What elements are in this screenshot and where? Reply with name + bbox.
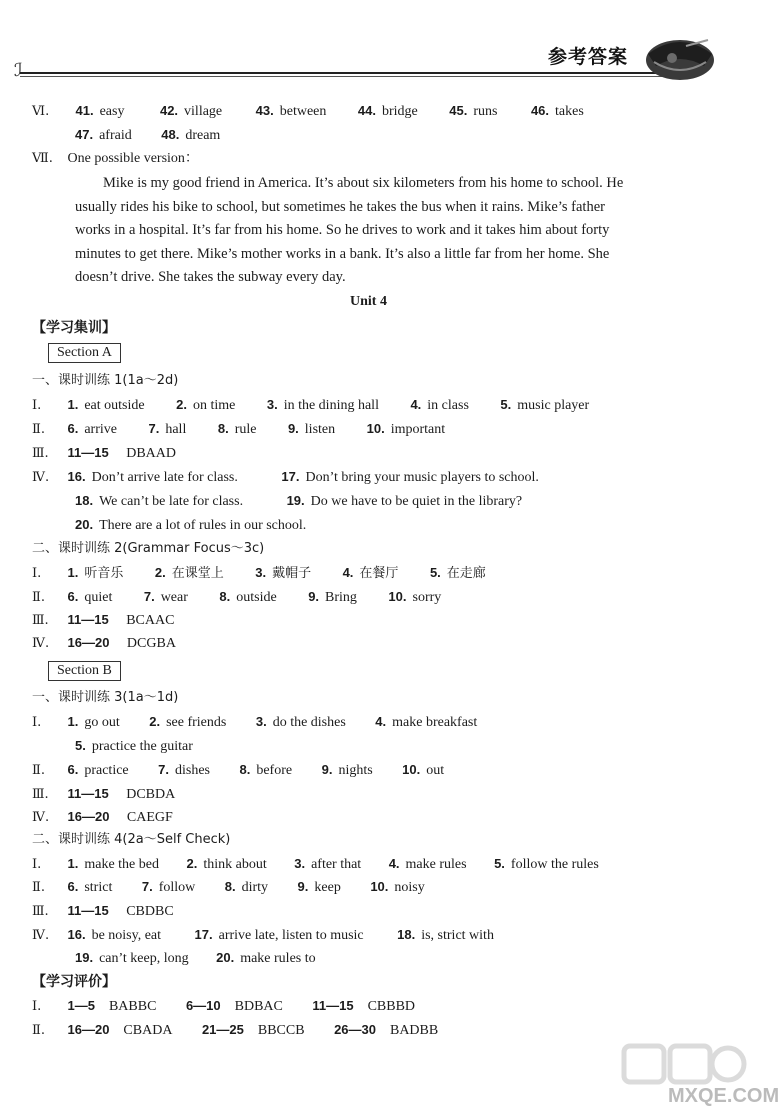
answer-item: 6. strict	[67, 879, 113, 895]
answer-row: Ⅰ. 1. go out 2. see friends 3. do the dishes 4. make breakfast	[32, 712, 477, 733]
lesson-title: 二、课时训练 4(2a～Self Check)	[32, 832, 231, 847]
answer-item: 2. on time	[176, 397, 236, 413]
answer-row: Ⅱ. 6. practice 7. dishes 8. before 9. nights 10. out	[32, 760, 444, 781]
answer-item: 7. hall	[148, 421, 187, 437]
answer-item: 43. between	[255, 103, 327, 119]
answer-item: 9. listen	[287, 421, 336, 437]
composition-intro: One possible version：	[67, 151, 199, 166]
answer-item: 8. before	[239, 762, 293, 778]
answer-item: 1. go out	[67, 714, 120, 730]
answer-item: 1. eat outside	[67, 397, 145, 413]
watermark-text: MXQE.COM	[668, 1085, 779, 1107]
answer-item: 4. in class	[410, 397, 469, 413]
answer-item: 9. nights	[321, 762, 373, 778]
answer-item: 2. see friends	[149, 714, 227, 730]
composition-line: doesn’t drive. She takes the subway every day.	[75, 269, 346, 285]
answer-item: 2. think about	[186, 856, 267, 872]
answer-item: 7. dishes	[158, 762, 210, 778]
answer-item: 6. arrive	[67, 421, 117, 437]
answer-item: 18. is, strict with	[397, 927, 494, 943]
answer-item: 1—5 BABBC	[67, 998, 157, 1014]
answer-row	[75, 948, 316, 969]
answer-row: Ⅱ. 6. strict 7. follow 8. dirty 9. keep 10. noisy	[32, 877, 425, 898]
answer-item: 3. 戴帽子	[255, 565, 312, 581]
answer-item: 48. dream	[161, 127, 221, 143]
page-title: 参考答案	[548, 46, 629, 68]
answer-item: 5. practice the guitar	[75, 738, 193, 754]
section-b-label: Section B	[48, 661, 121, 681]
answer-row: Ⅰ. 1. make the bed 2. think about 3. after that 4. make rules 5. follow the rules	[32, 854, 599, 875]
answer-item: 17. Don’t bring your music players to school.	[281, 469, 539, 485]
roman-numeral: Ⅵ.	[32, 104, 50, 119]
answer-row: Ⅲ. 11—15 DCBDA	[32, 786, 176, 802]
answer-item: 6. practice	[67, 762, 129, 778]
answer-item: 17. arrive late, listen to music	[194, 927, 364, 943]
answer-item: 9. Bring	[308, 589, 357, 605]
answer-item: 10. out	[402, 762, 445, 778]
answer-item: 6. quiet	[67, 589, 113, 605]
answer-item: 18. We can’t be late for class.	[75, 493, 244, 509]
lesson-title: 一、课时训练 3(1a～1d)	[32, 690, 179, 705]
composition-line: Mike is my good friend in America. It’s about six kilometers from his home to school. He	[103, 175, 624, 191]
answer-item: 16. Don’t arrive late for class.	[67, 469, 238, 485]
answer-row: Ⅰ. 1. 听音乐 2. 在课堂上 3. 戴帽子 4. 在餐厅 5. 在走廊	[32, 563, 486, 584]
answer-item: 3. do the dishes	[255, 714, 346, 730]
answer-item: 19. can’t keep, long	[75, 950, 189, 966]
section-heading-study: 【学习集训】	[32, 320, 116, 336]
answer-item: 5. 在走廊	[429, 565, 486, 581]
decorative-swirl-icon: ℐ	[14, 60, 23, 80]
answer-item: 1. 听音乐	[67, 565, 124, 581]
answer-item: 45. runs	[449, 103, 498, 119]
answer-row-vi-2	[75, 125, 220, 146]
answer-item: 8. outside	[219, 589, 277, 605]
answer-row-vi-1	[32, 101, 584, 122]
answer-item: 4. 在餐厅	[342, 565, 399, 581]
answer-item: 2. 在课堂上	[154, 565, 224, 581]
answer-item: 9. keep	[297, 879, 341, 895]
answer-item: 21—25 BBCCB	[201, 1022, 305, 1038]
answer-row	[75, 515, 306, 536]
header-rule-thin	[20, 76, 675, 77]
answer-item: 5. music player	[500, 397, 590, 413]
answer-row: Ⅳ. 16—20 DCGBA	[32, 635, 176, 651]
answer-item: 10. noisy	[370, 879, 425, 895]
answer-row: Ⅳ. 16. Don’t arrive late for class. 17. Don’t bring your music players to school.	[32, 467, 539, 488]
answer-row: Ⅰ. 1. eat outside 2. on time 3. in the dining hall 4. in class 5. music player	[32, 395, 589, 416]
composition-line: minutes to get there. Mike’s mother works in a bank. It’s also a little far from her home. She	[75, 246, 610, 262]
answer-item: 3. after that	[294, 856, 362, 872]
answer-row: Ⅳ. 16. be noisy, eat 17. arrive late, listen to music 18. is, strict with	[32, 925, 494, 946]
answer-item: 7. follow	[141, 879, 196, 895]
answer-row: Ⅲ. 11—15 BCAAC	[32, 612, 175, 628]
answer-item: 8. rule	[217, 421, 257, 437]
answer-row	[75, 491, 522, 512]
answer-row: Ⅱ. 16—20 CBADA 21—25 BBCCB 26—30 BADBB	[32, 1020, 438, 1041]
answer-item: 26—30 BADBB	[334, 1022, 439, 1038]
answer-item: 10. important	[366, 421, 446, 437]
answer-item: 47. afraid	[75, 127, 132, 143]
lesson-title: 一、课时训练 1(1a～2d)	[32, 373, 179, 388]
section-a-label: Section A	[48, 343, 121, 363]
answer-item: 20. make rules to	[216, 950, 316, 966]
answer-item: 3. in the dining hall	[266, 397, 379, 413]
answer-item: 44. bridge	[357, 103, 418, 119]
roman-numeral: Ⅶ.	[32, 151, 53, 166]
lesson-title: 二、课时训练 2(Grammar Focus～3c)	[32, 541, 265, 556]
answer-item: 10. sorry	[388, 589, 442, 605]
answer-item: 11—15 CBBBD	[312, 998, 416, 1014]
answer-item: 1. make the bed	[67, 856, 159, 872]
answer-item: 20. There are a lot of rules in our school.	[75, 517, 307, 533]
header-rule	[20, 72, 675, 74]
composition-line: usually rides his bike to school, but sometimes he takes the bus when it rains. Mike’s father	[75, 199, 605, 215]
page-header	[0, 0, 750, 95]
answer-row-vii	[32, 149, 199, 169]
answer-item: 19. Do we have to be quiet in the library?	[286, 493, 523, 509]
answer-row	[75, 736, 193, 757]
section-heading-eval: 【学习评价】	[32, 974, 116, 990]
answer-item: 46. takes	[530, 103, 584, 119]
answer-item: 8. dirty	[224, 879, 269, 895]
answer-row: Ⅲ. 11—15 DBAAD	[32, 445, 176, 461]
answer-row: Ⅱ. 6. quiet 7. wear 8. outside 9. Bring 10. sorry	[32, 587, 441, 608]
answer-item: 4. make rules	[388, 856, 467, 872]
graduation-cap-icon	[642, 26, 718, 84]
answer-item: 5. follow the rules	[494, 856, 599, 872]
answer-item: 41. easy	[75, 103, 125, 119]
answer-row: Ⅲ. 11—15 CBDBC	[32, 903, 174, 919]
answer-item: 4. make breakfast	[375, 714, 478, 730]
answer-row: Ⅳ. 16—20 CAEGF	[32, 809, 173, 825]
unit-heading: Unit 4	[350, 294, 387, 309]
answer-row: Ⅰ. 1—5 BABBC 6—10 BDBAC 11—15 CBBBD	[32, 996, 415, 1017]
composition-line: works in a hospital. It’s far from his home. So he drives to work and it takes him about forty	[75, 222, 610, 238]
answer-item: 7. wear	[143, 589, 188, 605]
answer-item: 16—20 CBADA	[67, 1022, 173, 1038]
answer-item: 16. be noisy, eat	[67, 927, 162, 943]
answer-item: 42. village	[159, 103, 223, 119]
answer-row: Ⅱ. 6. arrive 7. hall 8. rule 9. listen 10. important	[32, 419, 445, 440]
answer-item: 6—10 BDBAC	[185, 998, 283, 1014]
